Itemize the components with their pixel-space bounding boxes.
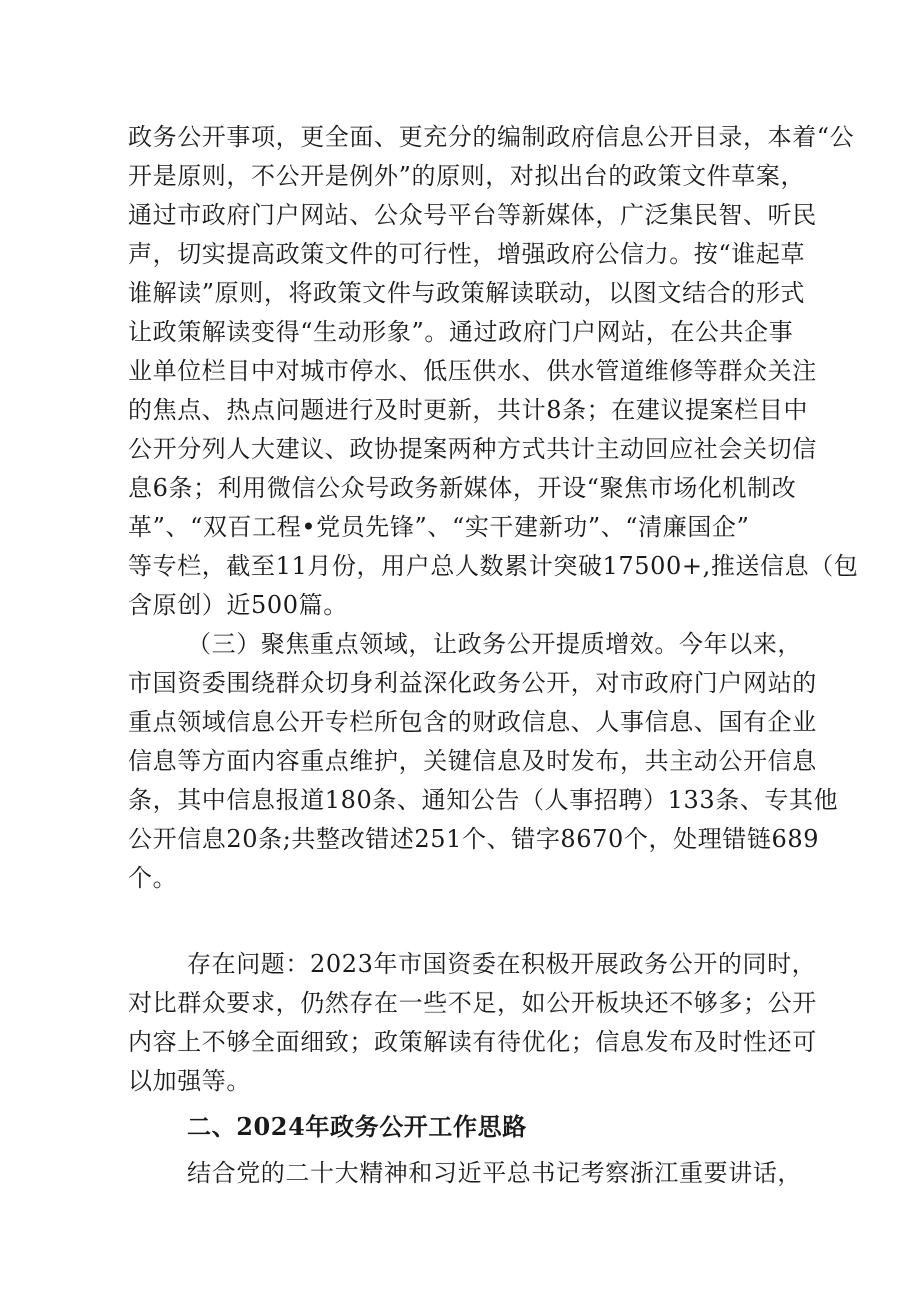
paragraph-line: 通过市政府门户网站、公众号平台等新媒体，广泛集民智、听民 <box>128 201 817 229</box>
paragraph-line: 信息等方面内容重点维护，关键信息及时发布，共主动公开信息 <box>128 747 817 775</box>
paragraph-line: 谁解读”原则，将政策文件与政策解读联动，以图文结合的形式 <box>128 279 806 307</box>
paragraph-line: 让政策解读变得“生动形象”。通过政府门户网站，在公共企事 <box>128 318 794 346</box>
paragraph-line: 对比群众要求，仍然存在一些不足，如公开板块还不够多；公开 <box>128 989 817 1017</box>
paragraph-line: 公开分列人大建议、政协提案两种方式共计主动回应社会关切信 <box>128 435 817 463</box>
paragraph-line: 革”、“双百工程•党员先锋”、“实干建新功”、“清廉国企” <box>128 513 750 541</box>
section-heading: 二、2024年政务公开工作思路 <box>187 1112 527 1141</box>
paragraph-line: 结合党的二十大精神和习近平总书记考察浙江重要讲话， <box>187 1159 802 1187</box>
paragraph-line: 条，其中信息报道180条、通知公告（人事招聘）133条、专其他 <box>128 786 839 814</box>
paragraph-line: 市国资委围绕群众切身利益深化政务公开，对市政府门户网站的 <box>128 669 817 697</box>
paragraph-line: 息6条；利用微信公众号政务新媒体，开设“聚焦市场化机制改 <box>128 474 797 502</box>
paragraph-line: 声，切实提高政策文件的可行性，增强政府公信力。按“谁起草 <box>128 240 806 268</box>
paragraph-line: 公开信息20条;共整改错述251个、错字8670个，处理错链689 <box>128 825 820 853</box>
paragraph-line: 含原创）近500篇。 <box>128 591 348 619</box>
paragraph-line: 个。 <box>128 864 178 892</box>
paragraph-line: 重点领域信息公开专栏所包含的财政信息、人事信息、国有企业 <box>128 708 817 736</box>
paragraph-line: 等专栏，截至11月份，用户总人数累计突破17500+,推送信息（包 <box>128 552 859 580</box>
paragraph-line: （三）聚焦重点领域，让政务公开提质增效。今年以来， <box>187 630 802 658</box>
paragraph-line: 开是原则，不公开是例外”的原则，对拟出台的政策文件草案， <box>128 162 806 190</box>
paragraph-line: 以加强等。 <box>128 1067 251 1095</box>
paragraph-line: 政务公开事项，更全面、更充分的编制政府信息公开目录，本着“公 <box>128 123 855 151</box>
paragraph-line: 的焦点、热点问题进行及时更新，共计8条；在建议提案栏目中 <box>128 396 809 424</box>
paragraph-line: 业单位栏目中对城市停水、低压供水、供水管道维修等群众关注 <box>128 357 817 385</box>
paragraph-line: 内容上不够全面细致；政策解读有待优化；信息发布及时性还可 <box>128 1028 817 1056</box>
paragraph-line: 存在问题：2023年市国资委在积极开展政务公开的同时， <box>187 950 817 978</box>
